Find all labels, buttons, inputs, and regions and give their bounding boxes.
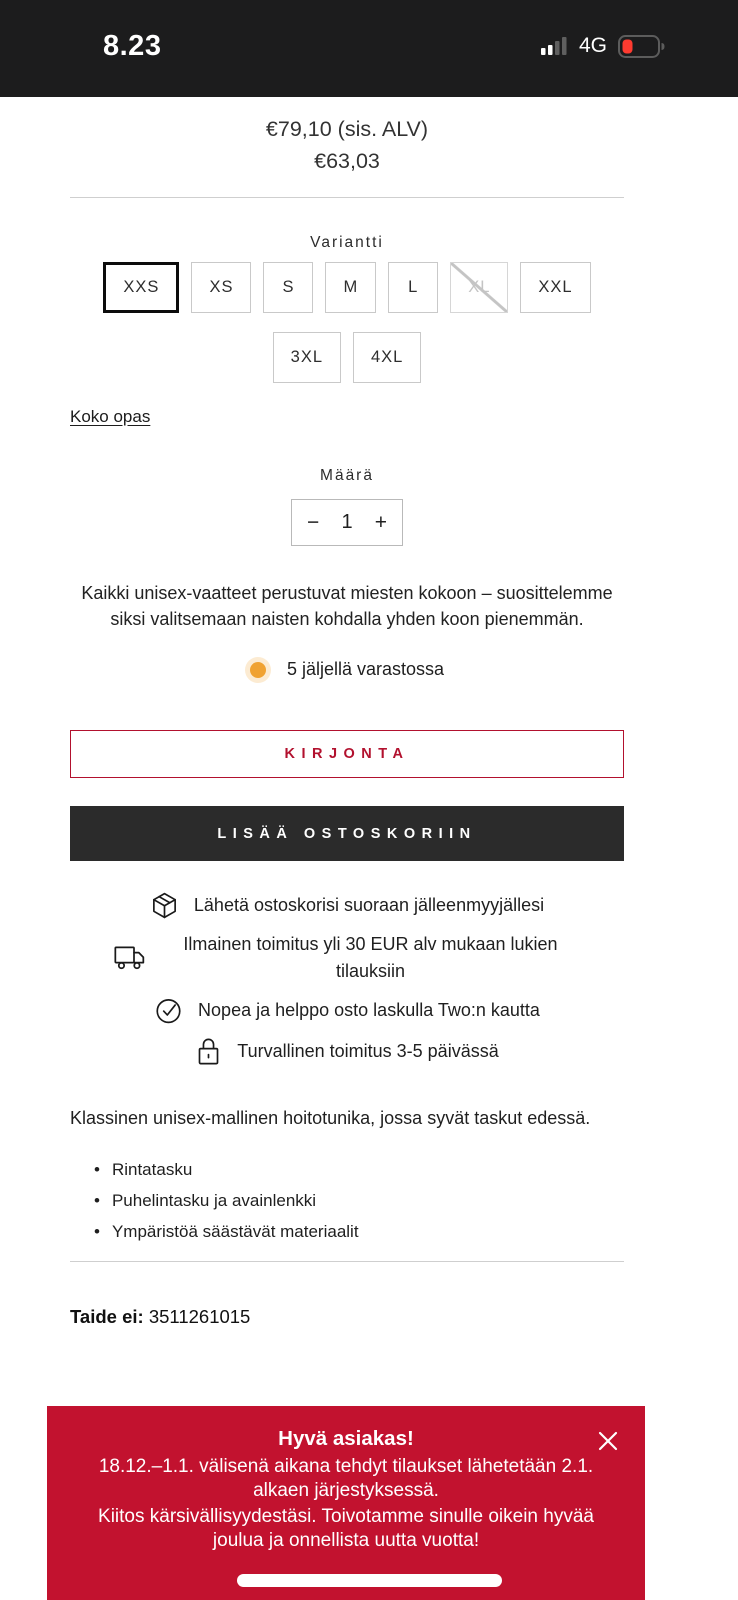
- network-type-label: 4G: [578, 34, 607, 57]
- banner-title: Hyvä asiakas!: [278, 1427, 414, 1450]
- size-option-m[interactable]: M: [325, 262, 376, 313]
- embroidery-button[interactable]: KIRJONTA: [70, 730, 624, 778]
- product-bullet-list: [70, 1157, 624, 1245]
- product-number-label: Taide ei:: [70, 1306, 144, 1327]
- feature-reseller: [70, 891, 624, 920]
- feature-text: Nopea ja helppo osto laskulla Two:n kautta: [198, 1000, 540, 1020]
- price-alt: €63,03: [314, 149, 380, 173]
- bullet-icon: •: [94, 1222, 100, 1241]
- feature-invoice: [70, 996, 624, 1025]
- product-description: Klassinen unisex-mallinen hoitotunika, jossa syvät taskut edessä.: [70, 1108, 591, 1128]
- size-option-3xl[interactable]: 3XL: [273, 332, 341, 383]
- size-option-xxs[interactable]: XXS: [103, 262, 179, 313]
- quantity-stepper: [291, 499, 403, 546]
- stock-status: [70, 659, 624, 680]
- clock: 8.23: [103, 30, 162, 62]
- bullet-text: Rintatasku: [111, 1160, 193, 1179]
- size-option-l[interactable]: L: [388, 262, 438, 313]
- bullet-text: Puhelintasku ja avainlenkki: [111, 1191, 317, 1210]
- list-item: [70, 1188, 624, 1214]
- feature-text: Ilmainen toimitus yli 30 EUR alv mukaan lukien tilauksiin: [183, 934, 558, 981]
- size-option-xxl[interactable]: XXL: [520, 262, 590, 313]
- battery-low-icon: [618, 35, 666, 58]
- status-bar: [0, 0, 738, 97]
- package-icon: [150, 891, 179, 920]
- quantity-value: 1: [341, 511, 353, 533]
- bullet-icon: •: [94, 1160, 100, 1179]
- price-incl-vat: €79,10 (sis. ALV): [265, 117, 429, 141]
- check-circle-icon: [154, 996, 183, 1025]
- divider: [70, 1261, 624, 1262]
- quantity-label: Määrä: [320, 467, 374, 484]
- size-options-row-2: [70, 332, 624, 383]
- quantity-increase-button[interactable]: +: [374, 511, 387, 534]
- holiday-notice-banner: [47, 1406, 645, 1600]
- bullet-icon: •: [94, 1191, 100, 1210]
- feature-text: Turvallinen toimitus 3-5 päivässä: [237, 1040, 499, 1061]
- signal-strength-icon: [541, 37, 568, 55]
- divider: [70, 197, 624, 198]
- add-to-cart-button[interactable]: LISÄÄ OSTOSKORIIN: [70, 806, 624, 861]
- size-option-xl-sold-out: XL: [450, 262, 508, 313]
- variant-label: Variantti: [310, 234, 384, 251]
- bullet-text: Ympäristöä säästävät materiaalit: [111, 1222, 359, 1241]
- size-option-4xl[interactable]: 4XL: [353, 332, 421, 383]
- banner-line-2: Kiitos kärsivällisyydestäsi. Toivotamme sinulle oikein hyvää joulua ja onnellista uutta vuotta!: [98, 1506, 594, 1551]
- feature-free-shipping: [70, 931, 624, 985]
- lock-icon: [195, 1036, 222, 1066]
- feature-text: Lähetä ostoskorisi suoraan jälleenmyyjällesi: [193, 895, 545, 915]
- list-item: [70, 1157, 624, 1183]
- close-icon[interactable]: [595, 1428, 621, 1454]
- product-details: [0, 113, 738, 1328]
- quantity-decrease-button[interactable]: −: [307, 511, 320, 534]
- feature-list: [70, 891, 624, 1066]
- truck-icon: [114, 945, 146, 971]
- size-option-xs[interactable]: XS: [191, 262, 251, 313]
- product-number-value: 3511261015: [148, 1306, 251, 1327]
- size-guide-link[interactable]: Koko opas: [70, 407, 151, 426]
- size-options-row-1: [70, 262, 624, 313]
- home-indicator[interactable]: [237, 1574, 502, 1587]
- list-item: [70, 1219, 624, 1245]
- stock-text: 5 jäljellä varastossa: [286, 659, 445, 679]
- sizing-note: Kaikki unisex-vaatteet perustuvat miesten kokoon – suosittelemme siksi valitsemaan naisten kohdalla yhden koon pienemmän.: [81, 583, 613, 629]
- product-number: [70, 1306, 624, 1328]
- stock-indicator-dot: [250, 662, 266, 678]
- feature-secure-delivery: [70, 1036, 624, 1066]
- size-option-s[interactable]: S: [263, 262, 313, 313]
- banner-line-1: 18.12.–1.1. välisenä aikana tehdyt tilaukset lähetetään 2.1. alkaen järjestyksessä.: [98, 1456, 594, 1501]
